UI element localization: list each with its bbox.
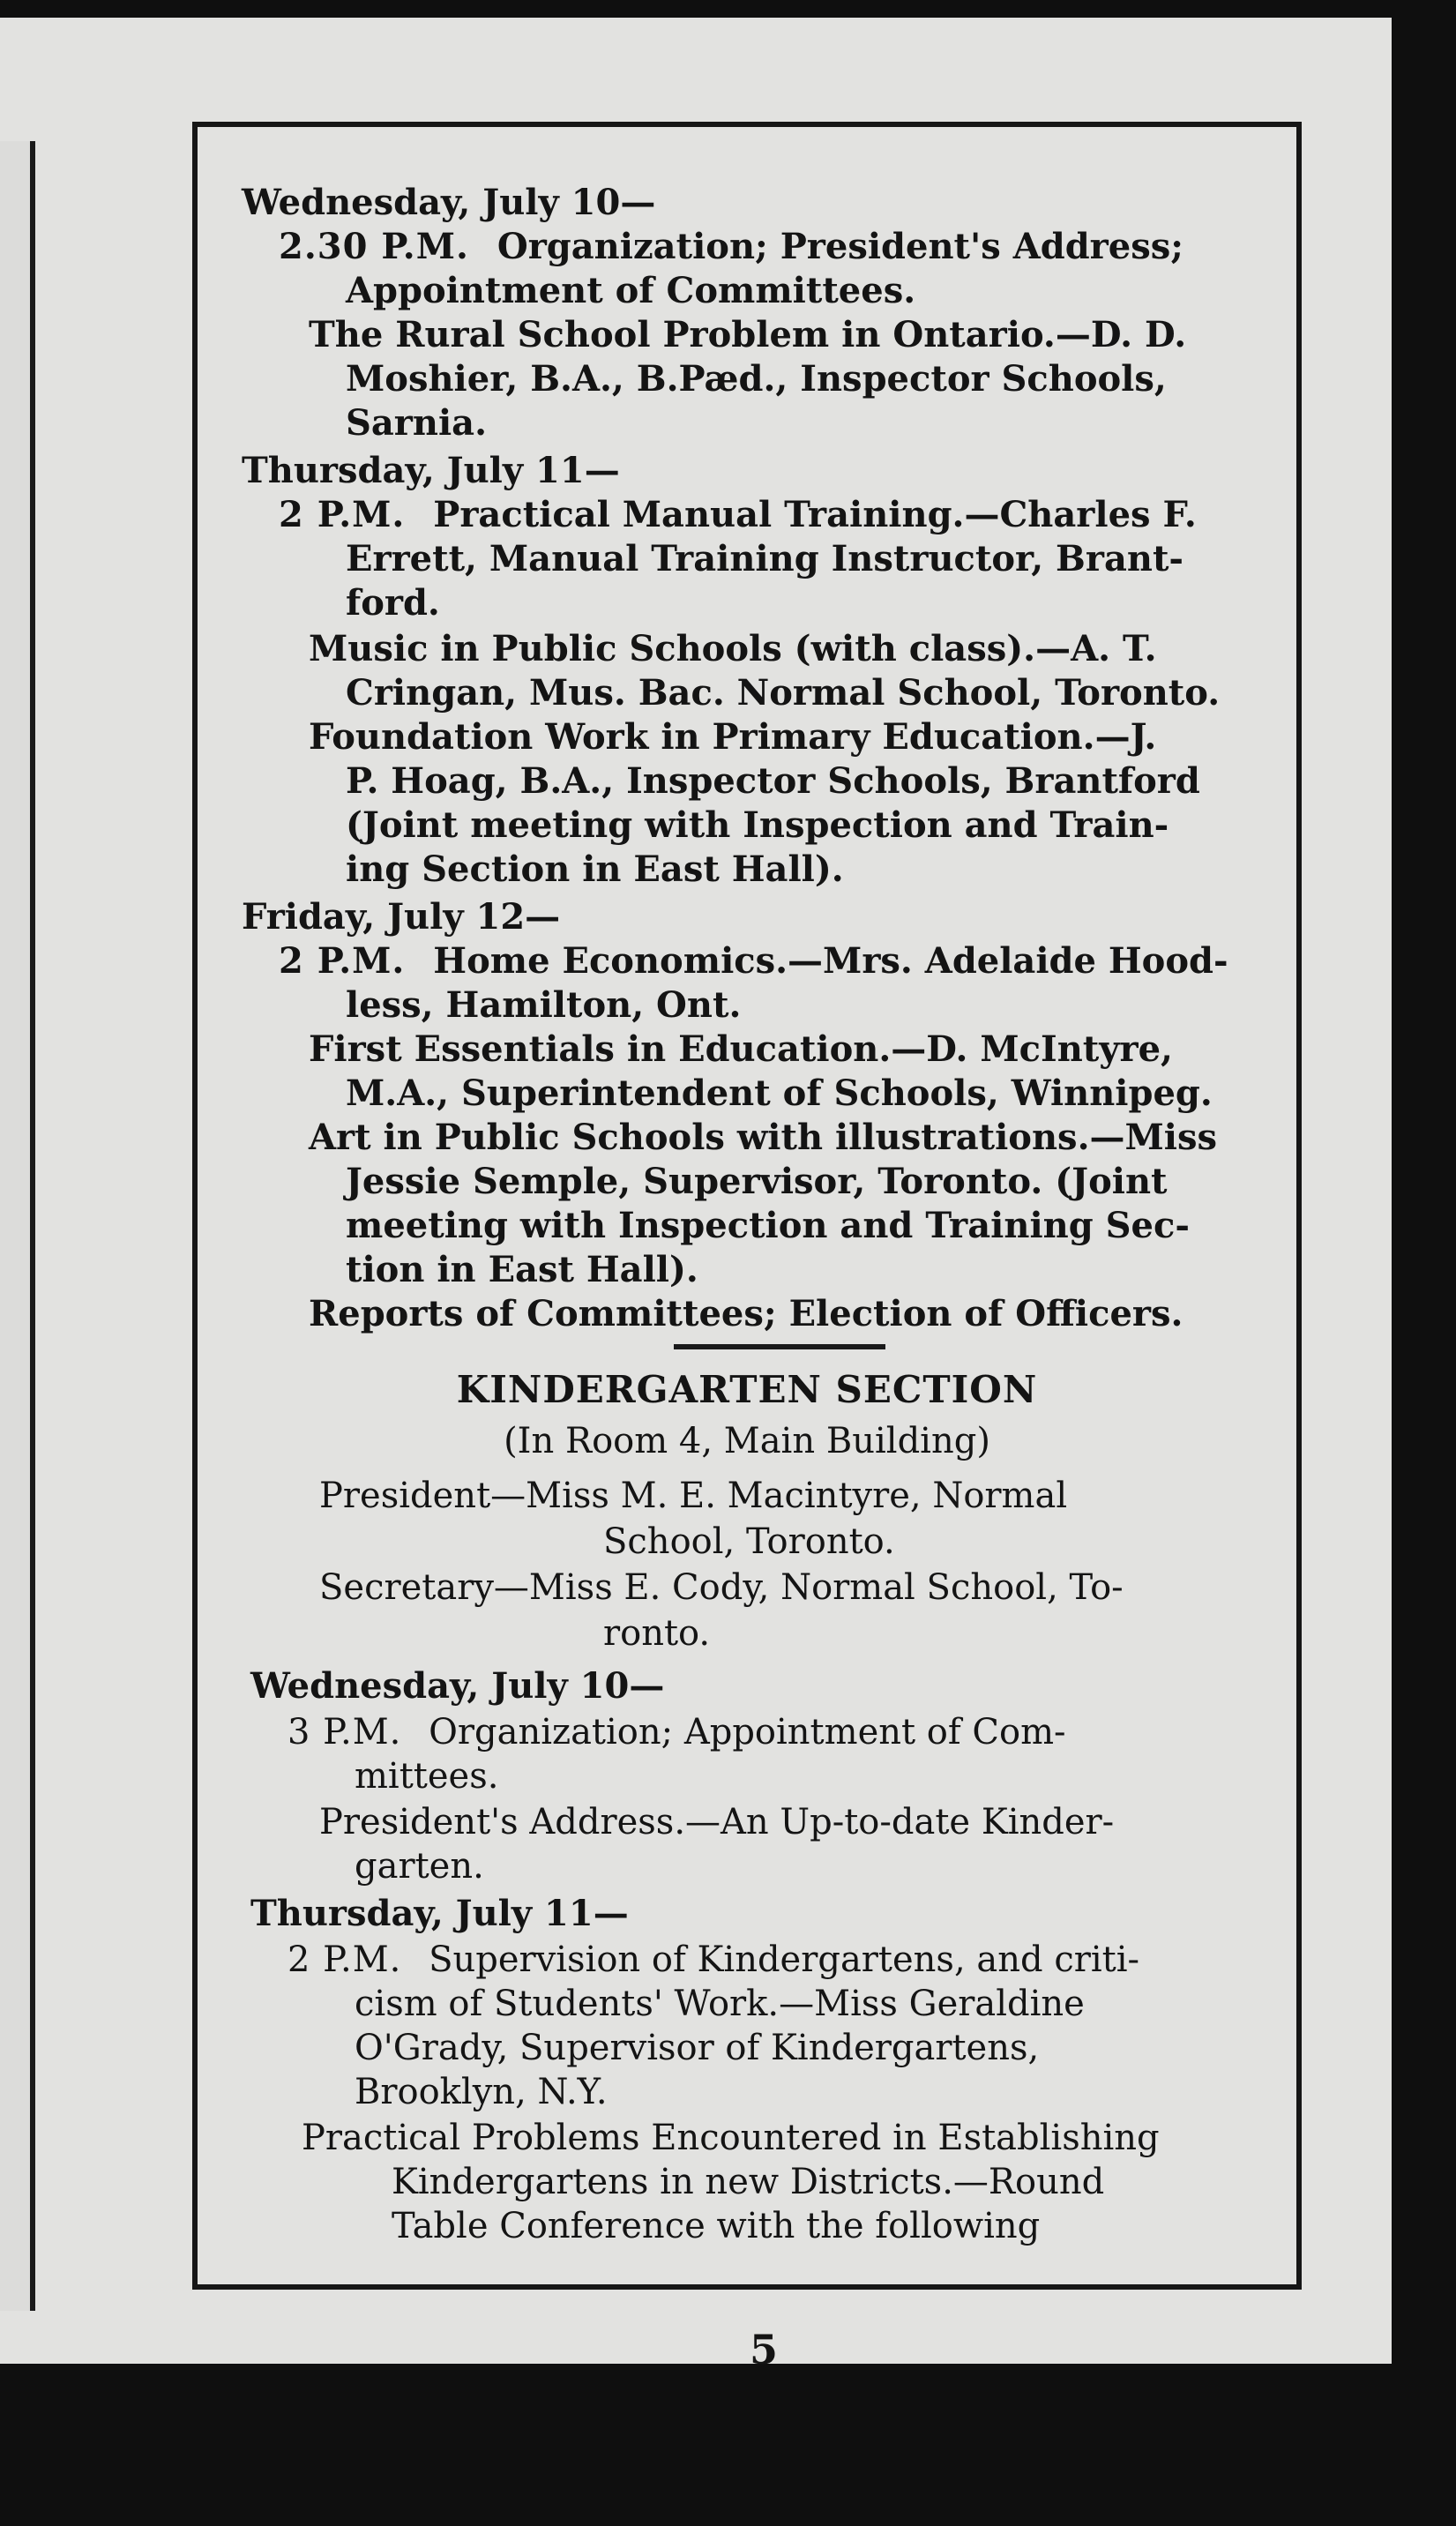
session-line [279,226,1275,268]
session-line: Music in Public Schools (with class).—A. T. [309,628,1157,669]
session-line [287,1711,1066,1753]
session-time: 2 P.M. [287,1939,402,1980]
session-line: Reports of Committees; Election of Officers. [309,1293,1183,1334]
session-text: Organization; Appointment of Com- [429,1712,1066,1753]
day-heading: Thursday, July 11— [250,1893,629,1934]
day-heading: Wednesday, July 10— [242,182,656,223]
officer-line: President—Miss M. E. Macintyre, Normal [319,1476,1068,1516]
section-location: (In Room 4, Main Building) [504,1421,990,1461]
session-line: The Rural School Problem in Ontario.—D. D. [309,314,1187,355]
session-line: Practical Problems Encountered in Establishing [302,2118,1160,2158]
session-time: 2 P.M. [279,940,406,982]
session-line [279,494,1197,536]
session-line: meeting with Inspection and Training Sec- [346,1205,1190,1246]
session-line: garten. [355,1846,484,1887]
session-line: Errett, Manual Training Instructor, Brant- [346,538,1184,579]
session-line: Jessie Semple, Supervisor, Toronto. (Joint [346,1161,1168,1202]
session-line: First Essentials in Education.—D. McIntyre, [309,1028,1173,1070]
day-heading: Friday, July 12— [242,896,561,938]
session-text: Home Economics.—Mrs. Adelaide Hood- [433,940,1228,982]
officer-line: Secretary—Miss E. Cody, Normal School, To- [319,1567,1124,1608]
program-frame [192,122,1302,2290]
session-text: Supervision of Kindergartens, and criti- [429,1939,1140,1980]
section-divider [674,1344,885,1349]
session-line: Appointment of Committees. [346,270,916,311]
session-line [279,940,1228,983]
session-line: Table Conference with the following [392,2206,1041,2246]
session-text: Practical Manual Training.—Charles F. [433,494,1197,535]
session-text: Organization; President's Address; [497,226,1183,267]
scanned-page [0,18,1392,2373]
officer-line: School, Toronto. [603,1521,895,1562]
session-line: cism of Students' Work.—Miss Geraldine [355,1984,1085,2024]
session-line: Brooklyn, N.Y. [355,2072,608,2112]
session-time: 2.30 P.M. [279,226,469,267]
session-line: (Joint meeting with Inspection and Train- [346,804,1169,846]
session-line: Cringan, Mus. Bac. Normal School, Toronto. [346,672,1221,714]
session-line: P. Hoag, B.A., Inspector Schools, Brantford [346,760,1200,802]
session-line: O'Grady, Supervisor of Kindergartens, [355,2028,1040,2068]
session-line: Kindergartens in new Districts.—Round [392,2162,1105,2202]
day-heading: Thursday, July 11— [242,450,620,491]
adjacent-page-edge [0,141,35,2311]
session-line: Moshier, B.A., B.Pæd., Inspector Schools, [346,358,1167,400]
session-time: 3 P.M. [287,1712,402,1753]
session-line: President's Address.—An Up-to-date Kinder- [319,1802,1115,1842]
session-line: Art in Public Schools with illustrations.—Miss [309,1117,1217,1158]
page-number: 5 [750,2326,779,2373]
session-line: ford. [346,582,440,624]
section-title: KINDERGARTEN SECTION [456,1368,1038,1411]
program-content [198,127,1296,2284]
officer-line: ronto. [603,1613,711,1654]
session-line: less, Hamilton, Ont. [346,984,742,1026]
session-time: 2 P.M. [279,494,406,535]
day-heading: Wednesday, July 10— [250,1665,665,1707]
session-line: tion in East Hall). [346,1249,698,1290]
session-line: ing Section in East Hall). [346,848,844,890]
session-line: M.A., Superintendent of Schools, Winnipeg. [346,1072,1213,1114]
session-line: Foundation Work in Primary Education.—J. [309,716,1157,758]
session-line: Sarnia. [346,402,487,444]
session-line [287,1939,1139,1981]
session-line: mittees. [355,1756,499,1797]
